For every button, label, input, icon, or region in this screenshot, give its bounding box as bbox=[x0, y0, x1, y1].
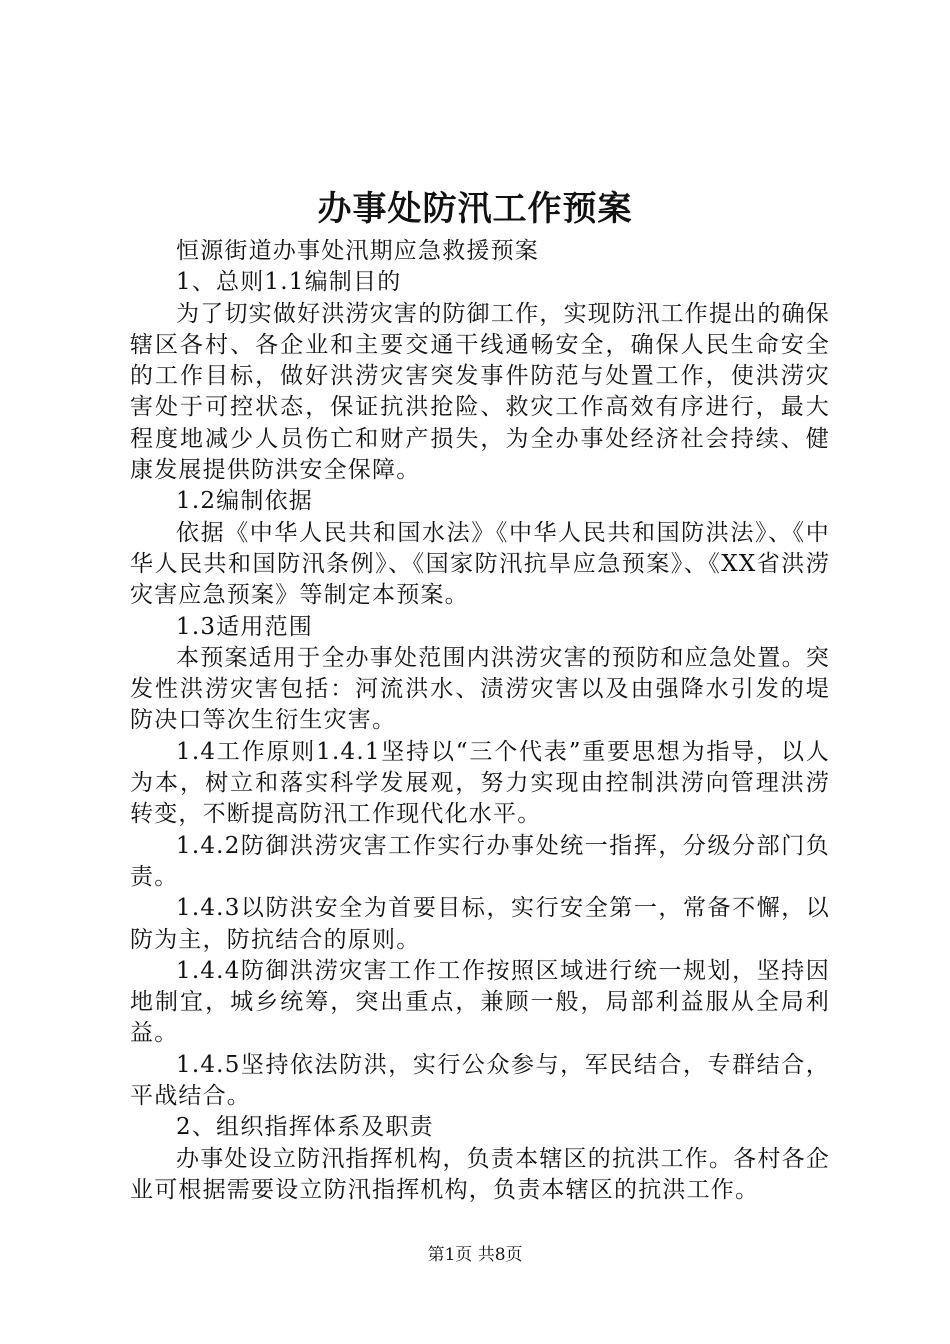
page-footer: 第1页 共8页 bbox=[427, 1245, 523, 1265]
paragraph-purpose: 为了切实做好洪涝灾害的防御工作，实现防汛工作提出的确保辖区各村、各企业和主要交通干线通畅安全，确保人民生命安全的工作目标，做好洪涝灾害突发事件防范与处置工作，使洪涝灾害处于可控状态，保证抗洪抢险、救灾工作高效有序进行，最大程度地减少人员伤亡和财产损失，为全办事处经济社会持续、健康发展提供防洪安全保障。 bbox=[130, 300, 830, 484]
section-heading-general: 1、总则1.1编制目的 bbox=[176, 269, 402, 296]
section-heading-basis: 1.2编制依据 bbox=[176, 488, 313, 515]
paragraph-scope: 本预案适用于全办事处范围内洪涝灾害的预防和应急处置。突发性洪涝灾害包括：河流洪水、渍涝灾害以及由强降水引发的堤防决口等次生衍生灾害。 bbox=[130, 644, 830, 734]
section-heading-organization: 2、组织指挥体系及职责 bbox=[176, 1114, 434, 1141]
document-body bbox=[130, 236, 830, 1206]
paragraph-principle-5: 1.4.5坚持依法防洪，实行公众参与，军民结合，专群结合，平战结合。 bbox=[130, 1051, 830, 1110]
paragraph-principle-1: 1.4工作原则1.4.1坚持以“三个代表”重要思想为指导，以人为本，树立和落实科学发展观，努力实现由控制洪涝向管理洪涝转变，不断提高防汛工作现代化水平。 bbox=[130, 738, 830, 828]
section-heading-scope: 1.3适用范围 bbox=[176, 613, 313, 640]
document-title: 办事处防汛工作预案 bbox=[317, 189, 633, 229]
paragraph-basis: 依据《中华人民共和国水法》《中华人民共和国防洪法》、《中华人民共和国防汛条例》、《国家防汛抗旱应急预案》、《XX省洪涝灾害应急预案》等制定本预案。 bbox=[130, 519, 830, 609]
subtitle-paragraph: 恒源街道办事处汛期应急救援预案 bbox=[176, 238, 539, 264]
paragraph-principle-3: 1.4.3以防洪安全为首要目标，实行安全第一，常备不懈，以防为主，防抗结合的原则。 bbox=[130, 895, 830, 953]
paragraph-organization: 办事处设立防汛指挥机构，负责本辖区的抗洪工作。各村各企业可根据需要设立防汛指挥机构，负责本辖区的抗洪工作。 bbox=[130, 1145, 830, 1203]
paragraph-principle-4: 1.4.4防御洪涝灾害工作工作按照区域进行统一规划，坚持因地制宜，城乡统筹，突出重点，兼顾一般，局部利益服从全局利益。 bbox=[130, 957, 830, 1047]
paragraph-principle-2: 1.4.2防御洪涝灾害工作实行办事处统一指挥，分级分部门负责。 bbox=[130, 832, 830, 890]
